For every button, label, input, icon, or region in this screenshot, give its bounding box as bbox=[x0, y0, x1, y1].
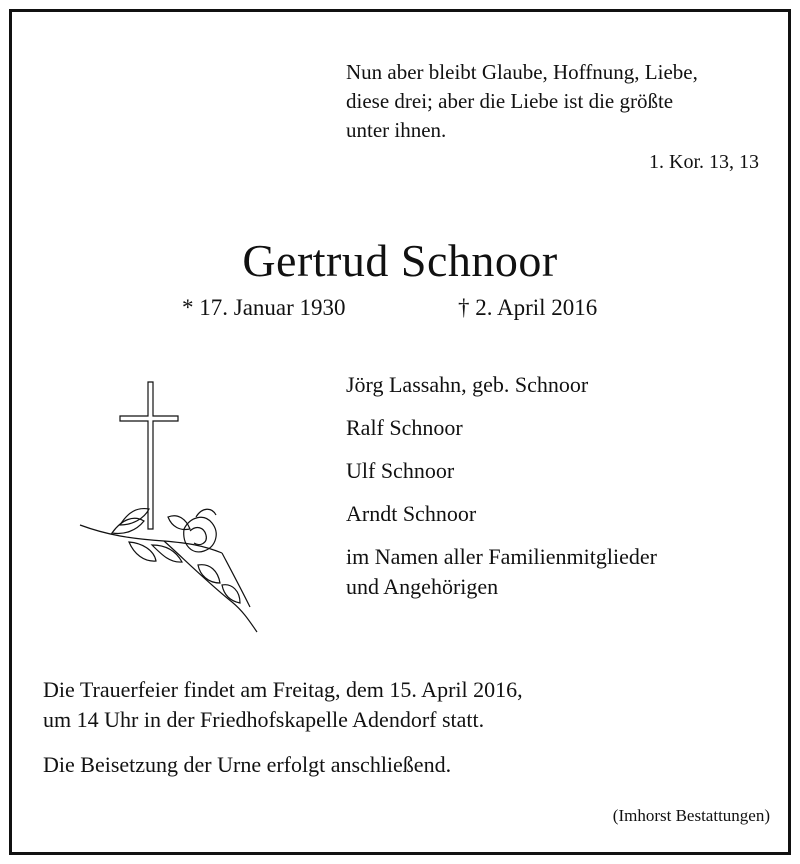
verse-line: unter ihnen. bbox=[346, 118, 447, 142]
mourner-name: Ulf Schnoor bbox=[346, 458, 455, 483]
ceremony-line: Die Trauerfeier findet am Freitag, dem 15. April 2016, bbox=[43, 677, 523, 702]
burial-info: Die Beisetzung der Urne erfolgt anschließend. bbox=[43, 752, 452, 777]
verse-line: Nun aber bleibt Glaube, Hoffnung, Liebe, bbox=[346, 60, 698, 84]
birth-date: * 17. Januar 1930 bbox=[182, 295, 346, 320]
verse-reference: 1. Kor. 13, 13 bbox=[649, 151, 759, 173]
cross-with-rose-icon bbox=[72, 357, 272, 642]
family-line: und Angehörigen bbox=[346, 574, 499, 599]
mourners-list bbox=[346, 370, 657, 602]
verse-line: diese drei; aber die Liebe ist die größte bbox=[346, 89, 674, 113]
mourner-name: Jörg Lassahn, geb. Schnoor bbox=[346, 372, 589, 397]
undertaker-name: (Imhorst Bestattungen) bbox=[612, 806, 770, 825]
obituary-frame bbox=[9, 9, 791, 855]
mourner-name: Ralf Schnoor bbox=[346, 415, 463, 440]
family-line: im Namen aller Familienmitglieder bbox=[346, 544, 657, 569]
deceased-name: Gertrud Schnoor bbox=[242, 235, 558, 286]
ceremony-info bbox=[43, 675, 523, 735]
mourner-name: Arndt Schnoor bbox=[346, 501, 477, 526]
ceremony-line: um 14 Uhr in der Friedhofskapelle Adendorf statt. bbox=[43, 707, 485, 732]
death-date: † 2. April 2016 bbox=[458, 295, 598, 320]
bible-verse bbox=[346, 58, 698, 145]
